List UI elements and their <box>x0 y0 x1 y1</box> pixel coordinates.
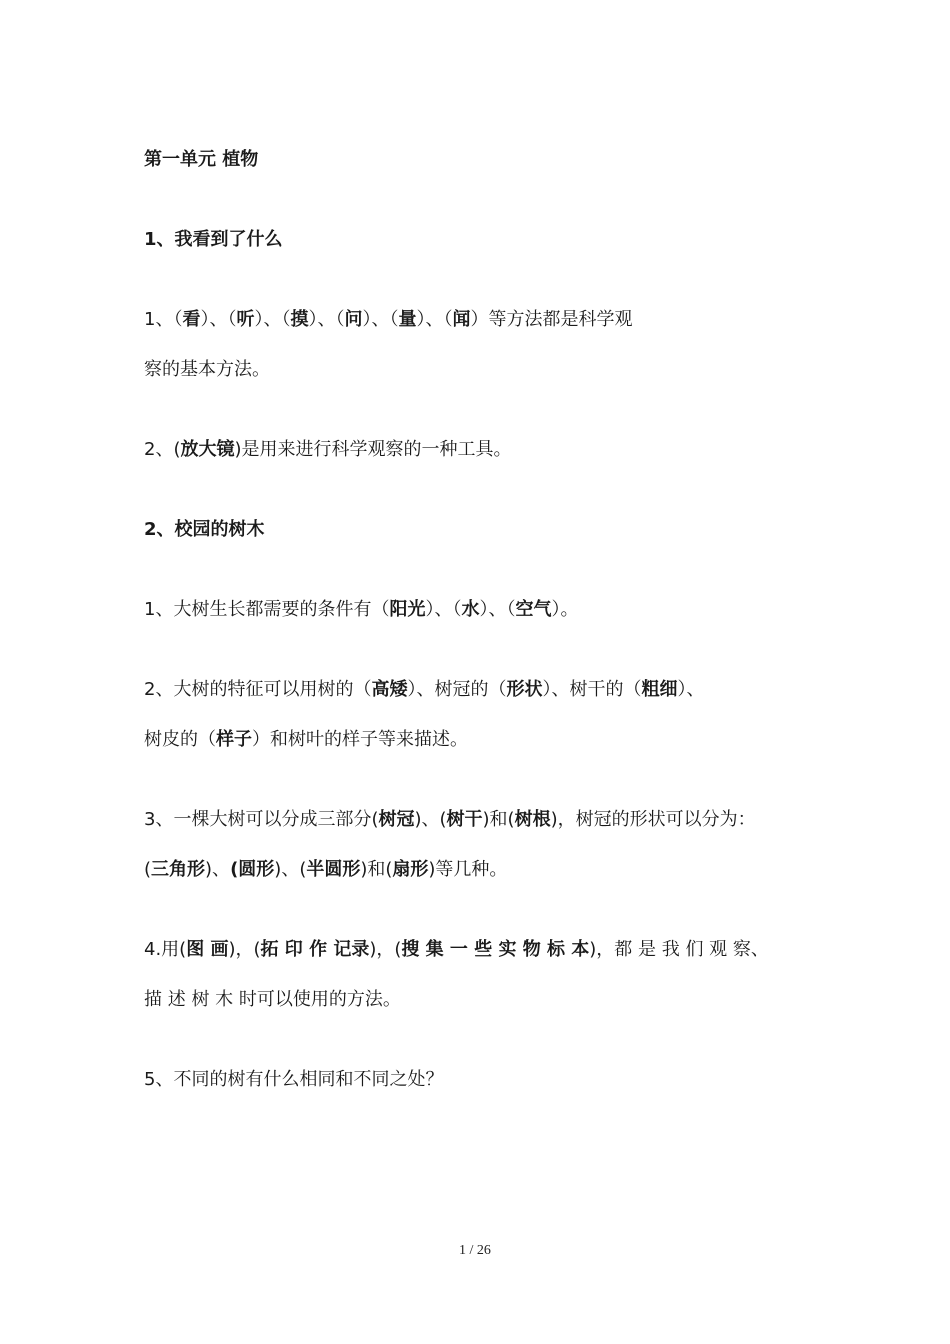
answer: 搜 集 一 些 实 物 标 本 <box>401 939 590 960</box>
answer: 形状 <box>506 679 543 700</box>
text: )，( <box>228 939 261 960</box>
answer: 拓 印 作 记录 <box>260 939 370 960</box>
text: 1、（ <box>144 309 183 330</box>
answer: 图 画 <box>186 939 229 960</box>
answer: 摸 <box>290 309 309 330</box>
question-2-3-cont <box>144 857 507 883</box>
question-2-2 <box>144 677 704 703</box>
answer: 树根 <box>514 809 551 830</box>
text: )、 <box>205 859 231 880</box>
text: ）。 <box>551 599 579 620</box>
question-1-2 <box>144 437 512 463</box>
text: )等几种。 <box>428 859 508 880</box>
question-2-4-cont: 描 述 树 木 时可以使用的方法。 <box>144 989 401 1010</box>
text: ）、 <box>677 679 705 700</box>
question-2-5: 5、不同的树有什么相同和不同之处？ <box>144 1069 444 1090</box>
text: ）、（ <box>416 309 453 330</box>
text: 1、大树生长都需要的条件有（ <box>144 599 390 620</box>
text: ）、（ <box>362 309 399 330</box>
section-heading-2: 2、校园的树木 <box>144 519 265 540</box>
answer: 阳光 <box>389 599 426 620</box>
text: )，树冠的形状可以分为： <box>550 809 756 830</box>
text: ）、树干的（ <box>542 679 642 700</box>
answer: 量 <box>398 309 417 330</box>
answer: 高矮 <box>371 679 408 700</box>
page-number: 1 / 26 <box>459 1243 491 1258</box>
answer: 粗细 <box>641 679 678 700</box>
text: )、( <box>414 809 447 830</box>
answer: 三角形 <box>151 859 206 880</box>
text: 2、大树的特征可以用树的（ <box>144 679 372 700</box>
answer: 听 <box>236 309 255 330</box>
answer: (圆形 <box>230 859 275 880</box>
question-1-1 <box>144 307 632 333</box>
text: ）、（ <box>479 599 516 620</box>
unit-title: 第一单元 植物 <box>144 149 259 170</box>
answer: 样子 <box>216 729 252 750</box>
text: 2、( <box>144 439 181 460</box>
answer: 看 <box>182 309 201 330</box>
text: ）、（ <box>254 309 291 330</box>
answer: 扇形 <box>392 859 429 880</box>
text: ）等方法都是科学观 <box>470 309 633 330</box>
text: )，都 是 我 们 观 察、 <box>589 939 769 960</box>
text: ）、（ <box>200 309 237 330</box>
text: ）、（ <box>308 309 345 330</box>
answer: 水 <box>461 599 480 620</box>
text: )和( <box>482 809 515 830</box>
question-2-4 <box>144 937 769 963</box>
text: )和( <box>360 859 393 880</box>
question-2-1 <box>144 597 578 623</box>
answer: 问 <box>344 309 363 330</box>
text: 树皮的（ <box>144 729 216 750</box>
answer: 半圆形 <box>306 859 361 880</box>
text: ）和树叶的样子等来描述。 <box>252 729 468 750</box>
text: 4.用( <box>144 939 187 960</box>
text: ( <box>144 859 152 880</box>
text: ）、树冠的（ <box>407 679 507 700</box>
text: 3、一棵大树可以分成三部分( <box>144 809 379 830</box>
answer: 闻 <box>452 309 471 330</box>
answer: 放大镜 <box>180 439 235 460</box>
text: )，( <box>369 939 402 960</box>
answer: 树冠 <box>378 809 415 830</box>
answer: 空气 <box>515 599 552 620</box>
section-heading-1: 1、我看到了什么 <box>144 229 283 250</box>
text: )、( <box>274 859 307 880</box>
text: ）、（ <box>425 599 462 620</box>
answer: 树干 <box>446 809 483 830</box>
text: )是用来进行科学观察的一种工具。 <box>234 439 512 460</box>
question-2-2-cont <box>144 727 468 753</box>
question-1-1-cont: 察的基本方法。 <box>144 359 270 380</box>
question-2-3 <box>144 807 756 833</box>
